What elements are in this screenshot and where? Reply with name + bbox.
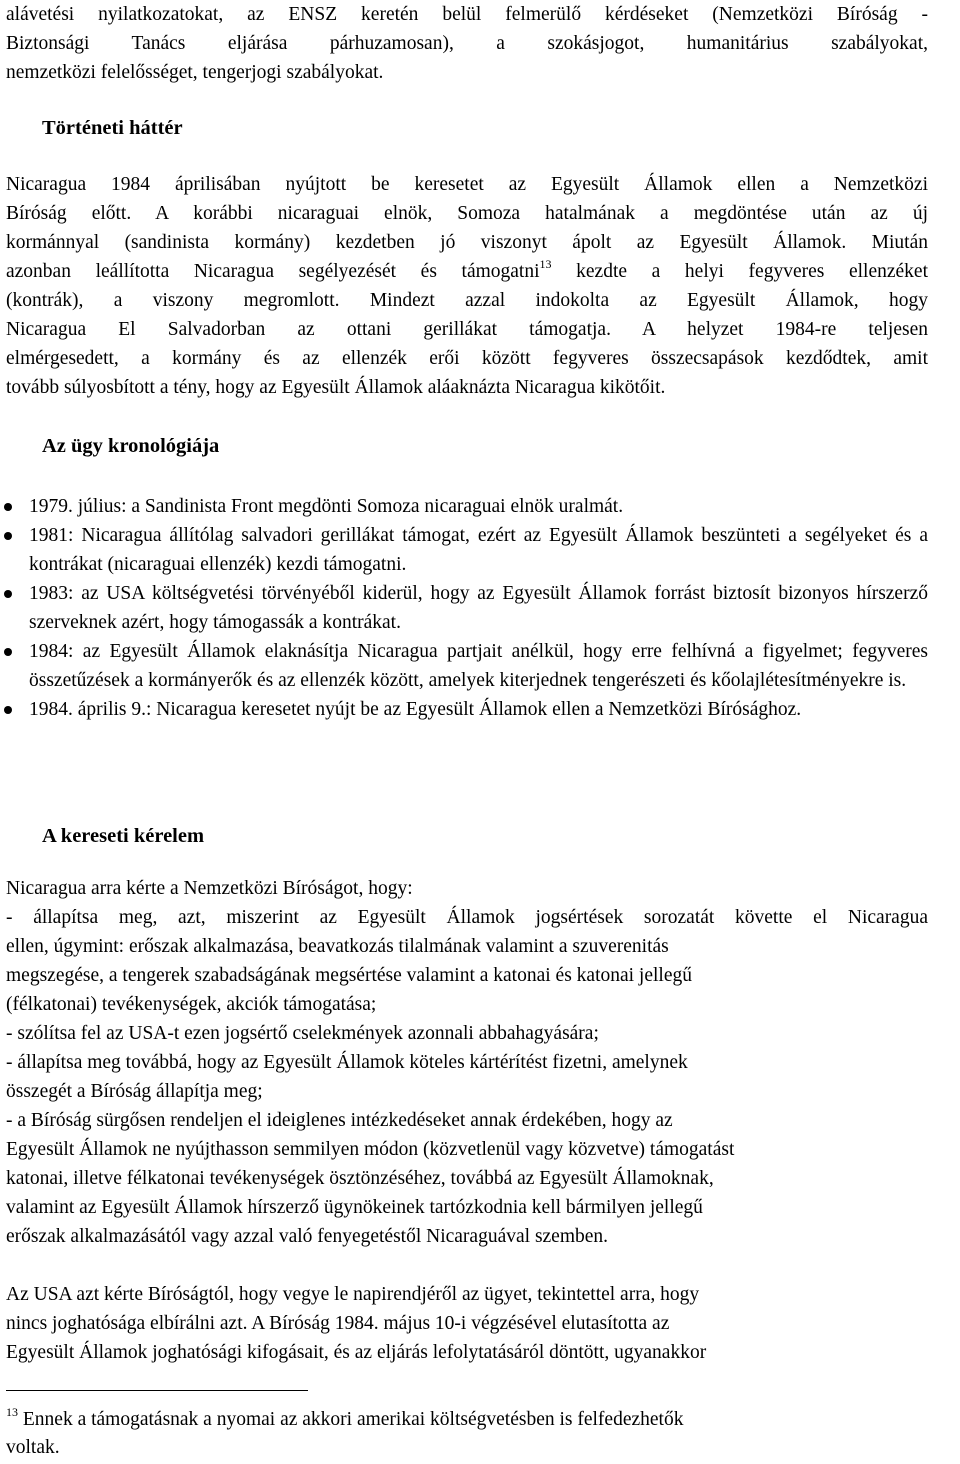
list-item xyxy=(6,695,928,724)
text-line: (kontrák), a viszony megromlott. Mindezt azzal indokolta az Egyesült Államok, hogy xyxy=(6,290,928,311)
list-item xyxy=(6,637,928,695)
text-segment: kezdte a helyi fegyveres ellenzéket xyxy=(551,261,928,282)
footnote-separator xyxy=(6,1390,308,1391)
list-item xyxy=(6,579,928,637)
list-item-text: 1983: az USA költségvetési törvényéből kiderül, hogy az Egyesült Államok forrást biztosít bizonyos hírszerző szerveknek azért, hogy támogassák a kontrákat. xyxy=(29,583,928,633)
text-line: kormánnyal (sandinista kormány) kezdetben jó viszonyt ápolt az Egyesült Államok. Miután xyxy=(6,232,928,253)
text-line: tovább súlyosbított a tény, hogy az Egyesült Államok aláaknázta Nicaragua kikötőit. xyxy=(6,377,666,398)
intro-paragraph xyxy=(6,0,928,87)
text-line: (félkatonai) tevékenységek, akciók támogatása; xyxy=(6,994,377,1015)
text-line: Bíróság előtt. A korábbi nicaraguai elnök, Somoza hatalmának a megdöntése után az új xyxy=(6,203,928,224)
footnote xyxy=(6,1406,928,1462)
list-item-text: 1979. július: a Sandinista Front megdönti Somoza nicaraguai elnök uralmát. xyxy=(29,496,624,517)
text-line: Nicaragua El Salvadorban az ottani gerillákat támogatja. A helyzet 1984-re teljesen xyxy=(6,319,928,340)
text-line: katonai, illetve félkatonai tevékenységek ösztönzéséhez, továbbá az Egyesült Államoknak, xyxy=(6,1168,714,1189)
footnote-number: 13 xyxy=(6,1405,18,1419)
bullet-icon xyxy=(4,648,12,656)
text-line: Biztonsági Tanács eljárása párhuzamosan), a szokásjogot, humanitárius szabályokat, xyxy=(6,33,928,54)
text-line-with-footnote xyxy=(6,257,928,286)
section-heading-historical-background: Történeti háttér xyxy=(42,117,183,139)
text-line: Egyesült Államok joghatósági kifogásait, és az eljárás lefolytatásáról döntött, ugyanakkor xyxy=(6,1342,707,1363)
text-line: valamint az Egyesült Államok hírszerző ügynökeinek tartózkodnia kell bármilyen jellegű xyxy=(6,1197,703,1218)
text-line: megszegése, a tengerek szabadságának megsértése valamint a katonai és katonai jellegű xyxy=(6,965,692,986)
section-heading-chronology: Az ügy kronológiája xyxy=(42,435,220,457)
text-line: elmérgesedett, a kormány és az ellenzék erői között fegyveres összecsapások kezdődtek, amit xyxy=(6,348,928,369)
text-line: Egyesült Államok ne nyújthasson semmilyen módon (közvetlenül vagy közvetve) támogatást xyxy=(6,1139,735,1160)
bullet-icon xyxy=(4,503,12,511)
text-line: - állapítsa meg továbbá, hogy az Egyesült Államok köteles kártérítést fizetni, amelynek xyxy=(6,1052,688,1073)
text-line: Az USA azt kérte Bíróságtól, hogy vegye le napirendjéről az ügyet, tekintettel arra, hogy xyxy=(6,1284,700,1305)
text-line: alávetési nyilatkozatokat, az ENSZ keretén belül felmerülő kérdéseket (Nemzetközi Bíróság - xyxy=(6,4,928,25)
claim-paragraph xyxy=(6,874,928,1251)
closing-paragraph xyxy=(6,1280,928,1367)
footnote-text: Ennek a támogatásnak a nyomai az akkori amerikai költségvetésben is felfedezhetők xyxy=(18,1409,684,1430)
chronology-list xyxy=(6,492,928,724)
text-line: összegét a Bíróság állapítja meg; xyxy=(6,1081,263,1102)
bullet-icon xyxy=(4,590,12,598)
list-item-text: 1984: az Egyesült Államok elaknásítja Nicaragua partjait anélkül, hogy erre felhívná a figyelmet; fegyveres összetűzések a kormányerők és az ellenzék között, amelyek kiterjednek tengerészeti és kőolajlétesítményekre is. xyxy=(29,641,928,691)
text-line: - szólítsa fel az USA-t ezen jogsértő cselekmények azonnali abbahagyására; xyxy=(6,1023,599,1044)
historical-background-paragraph xyxy=(6,170,928,402)
text-line: - állapítsa meg, azt, miszerint az Egyesült Államok jogsértések sorozatát követte el Nicaragua xyxy=(6,907,928,928)
section-heading-claim: A kereseti kérelem xyxy=(42,825,205,847)
bullet-icon xyxy=(4,706,12,714)
text-line: erőszak alkalmazásától vagy azzal való fenyegetéstől Nicaraguával szemben. xyxy=(6,1226,609,1247)
list-item-text: 1981: Nicaragua állítólag salvadori gerillákat támogat, ezért az Egyesült Államok beszünteti a segélyeket és a kontrákat (nicaraguai ellenzék) kezdi támogatni. xyxy=(29,525,928,575)
text-line: - a Bíróság sürgősen rendeljen el ideiglenes intézkedéseket annak érdekében, hogy az xyxy=(6,1110,673,1131)
list-item xyxy=(6,521,928,579)
text-line: nincs joghatósága elbírálni azt. A Bíróság 1984. május 10-i végzésével elutasította az xyxy=(6,1313,670,1334)
list-item-text: 1984. április 9.: Nicaragua keresetet nyújt be az Egyesült Államok ellen a Nemzetközi Bírósághoz. xyxy=(29,699,802,720)
list-item xyxy=(6,492,928,521)
text-line: nemzetközi felelősséget, tengerjogi szabályokat. xyxy=(6,62,384,83)
footnote-reference: 13 xyxy=(539,257,552,271)
footnote-line: voltak. xyxy=(6,1437,60,1458)
text-segment: azonban leállította Nicaragua segélyezését és támogatni xyxy=(6,261,540,282)
text-line: Nicaragua 1984 áprilisában nyújtott be keresetet az Egyesült Államok ellen a Nemzetközi xyxy=(6,174,928,195)
text-line: Nicaragua arra kérte a Nemzetközi Bíróságot, hogy: xyxy=(6,878,413,899)
footnote-line xyxy=(6,1406,928,1434)
bullet-icon xyxy=(4,532,12,540)
text-line: ellen, úgymint: erőszak alkalmazása, beavatkozás tilalmának valamint a szuverenitás xyxy=(6,936,669,957)
